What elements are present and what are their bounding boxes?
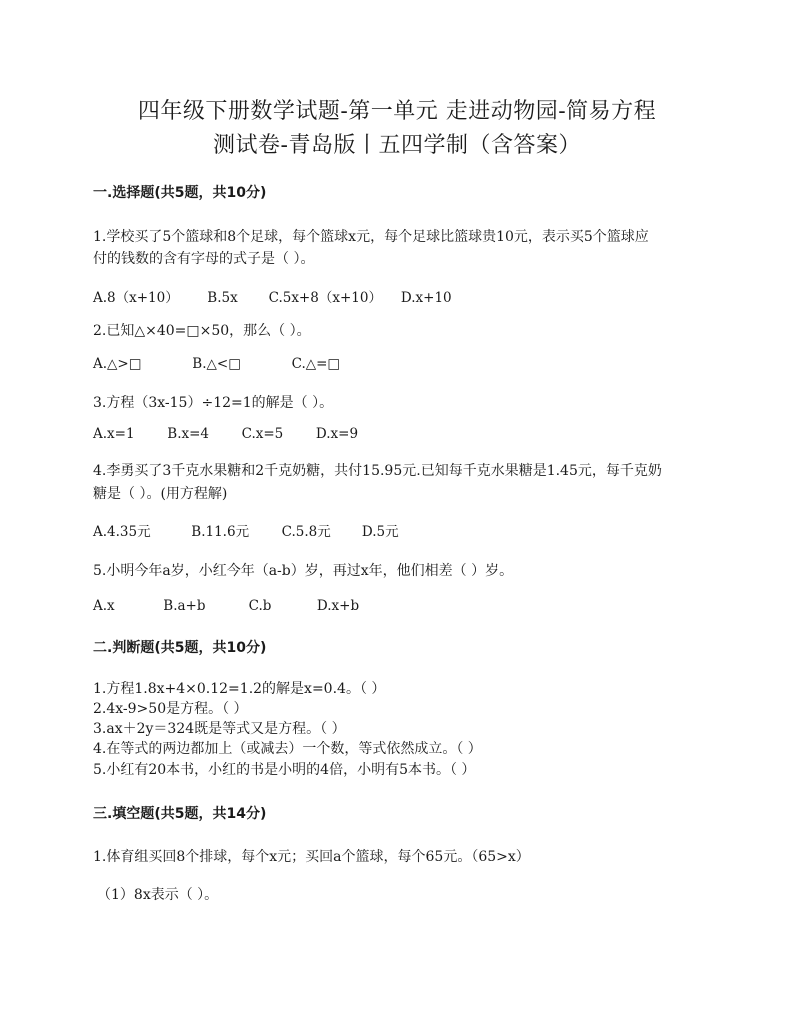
question-4-text-line2: 糖是（ ）。(用方程解) [93, 486, 228, 502]
option-d: D.x=9 [315, 426, 359, 442]
section-header-fill-blank: 三.填空题(共5题，共14分) [93, 806, 267, 822]
question-2-text: 2.已知△×40=□×50，那么（ ）。 [93, 323, 311, 339]
section-header-choice: 一.选择题(共5题，共10分) [93, 185, 267, 201]
question-4-options [93, 520, 399, 540]
question-5-options [93, 598, 359, 614]
fill-question-1-sub1: （1）8x表示（ ）。 [97, 887, 219, 903]
judge-item-2: 2.4x-9>50是方程。（ ） [93, 701, 248, 717]
document-title-line2: 测试卷-青岛版丨五四学制（含答案） [213, 133, 581, 158]
option-b: B.x=4 [167, 426, 210, 442]
option-d: D.x+10 [400, 290, 452, 306]
option-c: C.x=5 [241, 426, 284, 442]
judge-item-5: 5.小红有20本书，小红的书是小明的4倍，小明有5本书。（ ） [93, 762, 476, 778]
option-b: B.11.6元 [191, 524, 250, 540]
option-c: C.△=□ [291, 356, 341, 372]
option-c: C.5x+8（x+10） [268, 290, 382, 306]
document-title-line1: 四年级下册数学试题-第一单元 走进动物园-简易方程 [137, 99, 657, 124]
judge-item-4: 4.在等式的两边都加上（或减去）一个数，等式依然成立。（ ） [93, 741, 482, 757]
option-b: B.△<□ [192, 356, 241, 372]
section-header-true-false: 二.判断题(共5题，共10分) [93, 640, 267, 656]
option-c: C.b [248, 598, 272, 614]
option-a: A.8（x+10） [93, 290, 179, 306]
option-a: A.x=1 [93, 426, 135, 442]
question-3-options [93, 426, 358, 442]
question-3-text: 3.方程（3x-15）÷12=1的解是（ ）。 [93, 395, 334, 411]
option-d: D.5元 [361, 524, 399, 540]
question-1-text-line2: 付的钱数的含有字母的式子是（ ）。 [93, 251, 315, 267]
question-4-text-line1: 4.李勇买了3千克水果糖和2千克奶糖，共付15.95元.已知每千克水果糖是1.45元，每千克奶 [93, 463, 662, 479]
option-a: A.4.35元 [93, 524, 151, 540]
option-a: A.△>□ [93, 356, 142, 372]
judge-item-1: 1.方程1.8x+4×0.12=1.2的解是x=0.4。（ ） [93, 681, 386, 697]
question-5-text: 5.小明今年a岁，小红今年（a-b）岁，再过x年，他们相差（ ）岁。 [93, 563, 514, 579]
option-c: C.5.8元 [281, 524, 331, 540]
question-1-text-line1: 1.学校买了5个篮球和8个足球，每个篮球x元，每个足球比篮球贵10元，表示买5个篮球应 [93, 229, 649, 245]
option-b: B.a+b [163, 598, 206, 614]
option-d: D.x+b [316, 598, 360, 614]
fill-question-1-text: 1.体育组买回8个排球，每个x元；买回a个篮球，每个65元。（65>x） [93, 849, 530, 865]
question-2-options [93, 356, 340, 372]
judge-item-3: 3.ax＋2y＝324既是等式又是方程。（ ） [93, 721, 346, 737]
option-a: A.x [93, 598, 115, 614]
option-b: B.5x [207, 290, 238, 306]
question-1-options [93, 286, 452, 306]
